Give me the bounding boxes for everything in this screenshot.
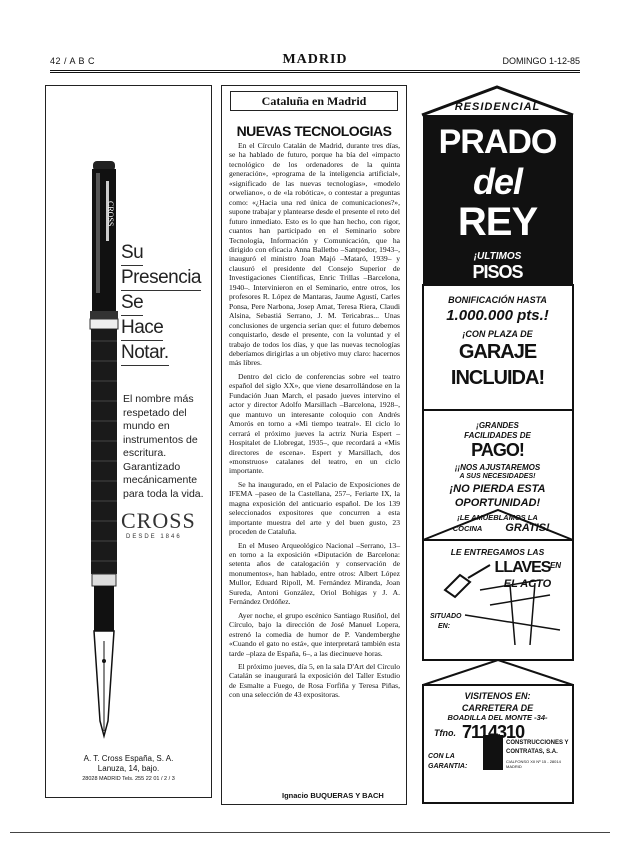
phone-number: 7114310	[462, 722, 525, 742]
header-rule	[50, 70, 580, 71]
article-column	[221, 85, 407, 805]
payment-line: A SUS NECESIDADES!	[459, 473, 536, 480]
promo-line: INCLUIDA!	[450, 367, 545, 389]
keys-line: EN	[549, 561, 562, 570]
article-signature: Ignacio BUQUERAS Y BACH	[282, 791, 384, 800]
payment-line: FACILIDADES DE	[464, 431, 531, 440]
promo-line: 1.000.000 pts.!	[446, 307, 549, 324]
article-paragraph: El próximo jueves, día 5, en la sala D'Art del Círculo Catalán se inaugurará la exposición del Taller Estudio de Esmalte a Fuego, de Rosa Forfiña y Teresa Piñas, con una selección de 43 expositoras.	[229, 662, 400, 700]
header-rule-double	[50, 72, 580, 73]
slogan-line: Se	[121, 291, 143, 316]
visit-line: VISITENOS EN:	[464, 691, 531, 701]
slogan-line: Su	[121, 241, 143, 266]
pen-brand-label: CROSS	[106, 201, 115, 227]
location-label: EN:	[438, 623, 451, 630]
visit-line: BOADILLA DEL MONTE -34-	[447, 713, 548, 722]
guarantee-label: CON LA	[428, 753, 455, 760]
keys-line: LLAVES	[494, 559, 551, 576]
article-headline: NUEVAS TECNOLOGIAS	[236, 123, 392, 139]
issue-date: DOMINGO 1-12-85	[502, 56, 580, 66]
promo-line: ¡ULTIMOS	[473, 251, 522, 262]
builder-name: CONSTRUCCIONES Y	[506, 740, 569, 746]
prado-del-rey-ad	[420, 85, 575, 805]
brand-tagline: DESDE 1846	[126, 534, 182, 540]
payment-line: ¡¡NOS AJUSTAREMOS	[454, 463, 541, 472]
promo-line: BONIFICACIÓN HASTA	[448, 295, 547, 305]
section-title: MADRID	[282, 52, 348, 67]
article-paragraph: En el Museo Arqueológico Nacional –Serrano, 13– en torno a la exposición «Diputación de Barcelona: setenta años de catalogación y conservación de monumentos», han hablado, entre otros: Albert López Mullor, Eduard Ripoll, M. Fernández Miranda, Joan Sureda, Antoni González, Oriol Bohigas y J. A. Fernández Ordóñez.	[229, 540, 400, 607]
payment-line: ¡GRANDES	[476, 421, 519, 430]
payment-line: ¡LE AMUEBLAMOS LA	[457, 513, 538, 522]
footer-rule	[10, 832, 610, 833]
article-paragraph: En el Círculo Catalán de Madrid, durante tres días, se ha hablado de futuro, porque ha bía del «impacto tecnológico de los ordenadores de la quinta generación», «programa de la inteligencia artificial», «significado de las nuevas tecnologías», «modelo orweliano», o de «la robótica», o contestar a preguntas como: «¿Hacia una red única de comunicaciones?», supone trabajar y plantearse desde el presente el reto del futuro inmediato. Esto es lo que han hecho, con rigor, cuantos han participado en el Seminario sobre Tecnología, Información y Comunicación, que ha dirigido con eficacia Anna Balletbo –Santpedor, 1943–, inauguró el ministro Joan Majó –Mataró, 1939– y clausuró el presidente del Consejo Superior de Investigaciones Científicas, Enric Trillas –Barcelona, 1940–. Intervinieron en el Seminario, entre otros, los profesores R. López de Mantaras, Jaume Agustí, Carles Ponsa, Pere Narbona, Josep Amat, Teresa Riera, Claudi Alsina, Sebastiá Serrano, J. M. Tericabras... Unas conclusiones de urgencia serían que: el futuro debemos conquistarlo, desde el presente, con la voluntad y el trabajo de todos los días, y que las nuevas tecnologías deberíamos dirigirlas a un objetivo muy claro: hacernos más libres.	[229, 141, 400, 368]
builder-name: CONTRATAS, S.A.	[506, 749, 558, 755]
keys-line: EL ACTO	[503, 578, 552, 590]
location-label: SITUADO	[430, 613, 462, 620]
address-line: Lanuza, 14, bajo.	[97, 764, 160, 773]
article-kicker: Cataluña en Madrid	[230, 91, 398, 111]
development-name: PRADO	[438, 123, 557, 161]
slogan-line: Presencia	[121, 266, 201, 291]
payment-line: PAGO!	[471, 440, 524, 460]
residencial-label: RESIDENCIAL	[454, 101, 541, 113]
slogan	[121, 241, 209, 366]
development-name: REY	[457, 200, 538, 244]
page-header	[50, 54, 580, 70]
payment-line: COCINA	[452, 524, 483, 533]
article-paragraph: Se ha inaugurado, en el Palacio de Exposiciones de IFEMA –paseo de la Castellana, 257–, Feriarte IX, la magna exposición del anticuario español. De los 139 seleccionados expositores que concurren a esta importante muestra del arte y del buen gusto, 23 proceden de Cataluña.	[229, 479, 400, 537]
guarantee-label: GARANTIA:	[428, 763, 468, 770]
brand-logo: CROSS	[121, 508, 196, 533]
article-body	[229, 141, 400, 704]
page-number: 42 / A B C	[50, 56, 96, 66]
address-line: 28028 MADRID Tels. 255 22 01 / 2 / 3	[82, 776, 175, 782]
development-name: del	[472, 161, 522, 202]
article-paragraph: Ayer noche, el grupo escénico Santiago Rusiñol, del Círculo, bajo la dirección de José Manuel Lopera, estrenó la comedia de humor de P. Vandemberghe «Cuando el gato no está», que interpretará también esta tarde –plaza de España, 6–, a las diecinueve horas.	[229, 610, 400, 658]
slogan-line: Notar.	[121, 341, 169, 366]
payment-line: GRATIS!	[505, 522, 550, 534]
address-line: A. T. Cross España, S. A.	[83, 754, 174, 763]
advertiser-address	[46, 754, 211, 784]
promo-line: GARAJE	[458, 341, 537, 363]
article-paragraph: Dentro del ciclo de conferencias sobre «el teatro español del siglo XX», que viene desarrollándose en la Fundación Juan March, el pasado jueves intervino el actor y director Adolfo Marsillach –Barcelona, 1928–, que mantuvo un interesante coloquio con Andrés Amorós en torno a «Mi tiempo teatral». El ciclo lo cerrará el próximo jueves la actriz Nuria Espert –Hospitalet de Llobregat, 1935–, que recordará a «Mis directores de escena». Espert y Marsillach, dos «monstruos» catalanes del teatro, en un ciclo importante.	[229, 371, 400, 476]
visit-line: CARRETERA DE	[461, 703, 534, 713]
payment-line: OPORTUNIDAD!	[454, 497, 541, 509]
slogan-line: Hace	[121, 316, 163, 341]
promo-line: ¡CON PLAZA DE	[462, 329, 533, 339]
promo-line: PISOS	[472, 262, 523, 282]
phone-label: Tfno.	[434, 728, 456, 738]
keys-line: LE ENTREGAMOS LAS	[450, 547, 545, 557]
builder-address: C/ALFONSO XII Nº 15 - 28014 MADRID	[506, 759, 561, 769]
payment-line: ¡NO PIERDA ESTA	[449, 483, 546, 495]
ad-description: El nombre más respetado del mundo en instrumentos de escritura. Garantizado mecánicamente para toda la vida.	[123, 393, 204, 500]
cross-pen-ad	[45, 85, 212, 798]
